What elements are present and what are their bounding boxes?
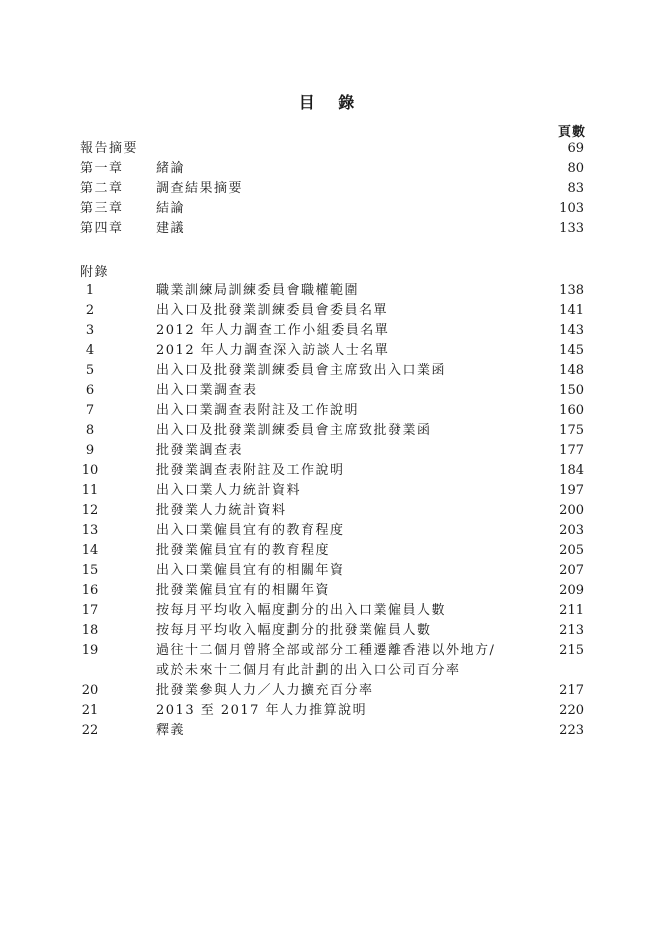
appendix-number: 1 — [85, 283, 95, 298]
appendix-page: 203 — [559, 523, 584, 538]
appendix-page: 138 — [559, 283, 584, 298]
toc-row-chapter-2[interactable] — [0, 179, 662, 199]
appendix-row-17[interactable] — [0, 601, 662, 621]
toc-row-chapter-4[interactable] — [0, 219, 662, 239]
appendix-page: 223 — [559, 723, 584, 738]
toc-page: 69 — [567, 141, 584, 156]
appendix-page: 209 — [559, 583, 584, 598]
appendix-page: 184 — [559, 463, 584, 478]
appendix-row-2[interactable] — [0, 301, 662, 321]
appendix-number: 16 — [81, 583, 99, 598]
appendix-number: 18 — [81, 623, 99, 638]
appendix-page: 145 — [559, 343, 584, 358]
toc-text: 結論 — [156, 201, 186, 216]
appendix-text: 2012 年人力調查工作小組委員名單 — [156, 323, 390, 338]
appendix-text: 出入口及批發業訓練委員會主席致批發業函 — [156, 423, 432, 438]
appendix-row-9[interactable] — [0, 441, 662, 461]
appendix-heading: 附錄 — [80, 265, 110, 280]
appendix-page: 220 — [559, 703, 584, 718]
appendix-page: 177 — [559, 443, 584, 458]
appendix-text-continued: 或於未來十二個月有此計劃的出入口公司百分率 — [156, 663, 461, 678]
appendix-page: 160 — [559, 403, 584, 418]
toc-page: 103 — [559, 201, 584, 216]
appendix-text: 出入口及批發業訓練委員會主席致出入口業函 — [156, 363, 447, 378]
appendix-page: 141 — [559, 303, 584, 318]
appendix-row-21[interactable] — [0, 701, 662, 721]
appendix-page: 150 — [559, 383, 584, 398]
appendix-number: 4 — [85, 343, 95, 358]
appendix-text: 出入口業人力統計資料 — [156, 483, 302, 498]
appendix-number: 6 — [85, 383, 95, 398]
appendix-row-19[interactable] — [0, 641, 662, 681]
appendix-row-13[interactable] — [0, 521, 662, 541]
appendix-page: 207 — [559, 563, 584, 578]
appendix-row-16[interactable] — [0, 581, 662, 601]
appendix-row-20[interactable] — [0, 681, 662, 701]
appendix-page: 217 — [559, 683, 584, 698]
appendix-page: 215 — [559, 643, 584, 658]
appendix-text: 按每月平均收入幅度劃分的批發業僱員人數 — [156, 623, 432, 638]
appendix-number: 5 — [85, 363, 95, 378]
appendix-number: 17 — [81, 603, 99, 618]
appendix-number: 14 — [81, 543, 99, 558]
toc-row-chapter-3[interactable] — [0, 199, 662, 219]
appendix-number: 22 — [81, 723, 99, 738]
appendix-number: 7 — [85, 403, 95, 418]
appendix-row-4[interactable] — [0, 341, 662, 361]
appendix-page: 200 — [559, 503, 584, 518]
appendix-text: 按每月平均收入幅度劃分的出入口業僱員人數 — [156, 603, 447, 618]
toc-row-summary[interactable] — [0, 139, 662, 159]
toc-text: 緒論 — [156, 161, 186, 176]
appendix-row-10[interactable] — [0, 461, 662, 481]
page-title: 目 錄 — [298, 93, 364, 112]
toc-label: 第一章 — [80, 161, 124, 176]
toc-label: 第三章 — [80, 201, 124, 216]
appendix-text: 出入口業僱員宜有的相關年資 — [156, 563, 345, 578]
appendix-text: 批發業調查表附註及工作說明 — [156, 463, 345, 478]
appendix-number: 11 — [81, 483, 99, 498]
appendix-row-8[interactable] — [0, 421, 662, 441]
appendix-text: 過往十二個月曾將全部或部分工種遷離香港以外地方/ — [156, 643, 496, 658]
appendix-page: 148 — [559, 363, 584, 378]
appendix-row-14[interactable] — [0, 541, 662, 561]
appendix-text: 出入口業調查表 — [156, 383, 258, 398]
appendix-number: 10 — [81, 463, 99, 478]
toc-row-chapter-1[interactable] — [0, 159, 662, 179]
appendix-number: 19 — [81, 643, 99, 658]
appendix-text: 批發業僱員宜有的相關年資 — [156, 583, 331, 598]
appendix-number: 20 — [81, 683, 99, 698]
appendix-number: 2 — [85, 303, 95, 318]
appendix-number: 15 — [81, 563, 99, 578]
appendix-row-12[interactable] — [0, 501, 662, 521]
appendix-text: 出入口及批發業訓練委員會委員名單 — [156, 303, 389, 318]
appendix-text: 批發業人力統計資料 — [156, 503, 287, 518]
appendix-text: 出入口業調查表附註及工作說明 — [156, 403, 360, 418]
toc-label: 報告摘要 — [80, 141, 139, 156]
appendix-row-11[interactable] — [0, 481, 662, 501]
appendix-page: 213 — [559, 623, 584, 638]
appendix-row-7[interactable] — [0, 401, 662, 421]
appendix-text: 批發業參與人力／人力擴充百分率 — [156, 683, 374, 698]
toc-label: 第四章 — [80, 221, 124, 236]
appendix-text: 釋義 — [156, 723, 186, 738]
toc-page: 80 — [567, 161, 584, 176]
appendix-text: 2012 年人力調查深入訪談人士名單 — [156, 343, 390, 358]
appendix-number: 12 — [81, 503, 99, 518]
appendix-page: 205 — [559, 543, 584, 558]
appendix-page: 197 — [559, 483, 584, 498]
appendix-row-15[interactable] — [0, 561, 662, 581]
page-column-header: 頁數 — [557, 125, 586, 140]
appendix-row-5[interactable] — [0, 361, 662, 381]
appendix-page: 175 — [559, 423, 584, 438]
appendix-page: 211 — [559, 603, 584, 618]
appendix-row-18[interactable] — [0, 621, 662, 641]
appendix-page: 143 — [559, 323, 584, 338]
appendix-number: 21 — [81, 703, 99, 718]
toc-page: 133 — [559, 221, 584, 236]
toc-label: 第二章 — [80, 181, 124, 196]
appendix-row-6[interactable] — [0, 381, 662, 401]
appendix-text: 批發業僱員宜有的教育程度 — [156, 543, 331, 558]
appendix-text: 2013 至 2017 年人力推算說明 — [156, 703, 368, 718]
toc-text: 建議 — [156, 221, 186, 236]
appendix-row-3[interactable] — [0, 321, 662, 341]
appendix-row-22[interactable] — [0, 721, 662, 741]
appendix-row-1[interactable] — [0, 281, 662, 301]
appendix-number: 13 — [81, 523, 99, 538]
toc-page: 83 — [567, 181, 584, 196]
appendix-text: 職業訓練局訓練委員會職權範圍 — [156, 283, 360, 298]
toc-text: 調查結果摘要 — [156, 181, 244, 196]
appendix-number: 3 — [85, 323, 95, 338]
appendix-text: 出入口業僱員宜有的教育程度 — [156, 523, 345, 538]
appendix-number: 8 — [85, 423, 95, 438]
appendix-number: 9 — [85, 443, 95, 458]
appendix-text: 批發業調查表 — [156, 443, 244, 458]
